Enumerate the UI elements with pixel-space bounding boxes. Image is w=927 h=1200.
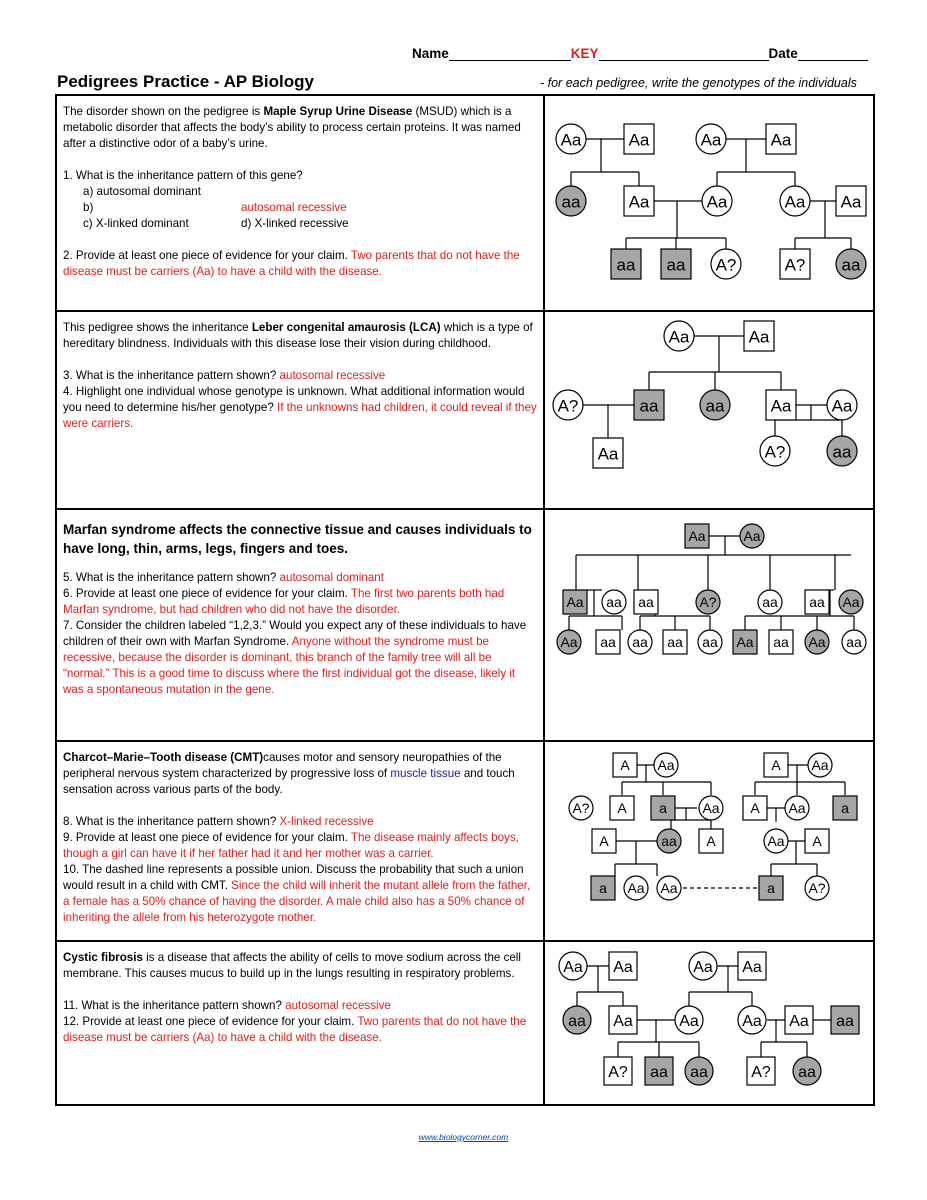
genotype-label: Aa (688, 528, 706, 545)
question-1: 1. What is the inheritance pattern of this gene? (63, 169, 303, 182)
date-label: Date (768, 46, 798, 61)
genotype-label: a (767, 880, 775, 897)
genotype-label: A? (808, 880, 826, 897)
pedigree-chart-1 (545, 96, 873, 310)
cf-disease-name: Cystic fibrosis (63, 951, 143, 964)
genotype-label: Aa (811, 757, 829, 774)
question-9: 9. Provide at least one piece of evidence for your claim. (63, 831, 351, 844)
row-cmt (57, 742, 873, 942)
row-cf (57, 942, 873, 1104)
option-c: c) X-linked dominant (83, 217, 189, 230)
answer-5: autosomal dominant (279, 571, 384, 584)
genotype-label: A (620, 757, 630, 774)
genotype-label: Aa (563, 958, 583, 976)
genotype-label: A (771, 757, 781, 774)
genotype-label: aa (846, 634, 862, 651)
genotype-label: Aa (840, 192, 862, 212)
question-2: 2. Provide at least one piece of evidence for your claim. (63, 249, 351, 262)
genotype-label: aa (841, 255, 861, 275)
genotype-label: aa (638, 594, 654, 611)
genotype-label: A? (557, 396, 579, 416)
worksheet-table (55, 94, 875, 1106)
question-10: 10. The dashed line represents a possible union. Discuss the probability that such a union would result in a child with CMT. (63, 863, 524, 892)
genotype-label: aa (600, 634, 616, 651)
genotype-label: Aa (808, 634, 826, 651)
answer-9: The disease mainly affects boys, though a girl can have it if her father had it and her mother was a carrier. (63, 831, 519, 860)
question-11: 11. What is the inheritance pattern shown? (63, 999, 286, 1012)
row-marfan (57, 510, 873, 742)
genotype-label: a (599, 880, 607, 897)
genotype-label: Aa (770, 130, 792, 150)
msud-intro-rest: (MSUD) which is a metabolic disorder that affects the body’s ability to process certain proteins. It was named after a distinctive odor of a baby’s urine. (63, 105, 521, 150)
genotype-label: aa (705, 396, 725, 416)
genotype-label: aa (639, 396, 659, 416)
question-6: 6. Provide at least one piece of evidence for your claim. (63, 587, 351, 600)
header-line (0, 46, 927, 66)
genotype-label: Aa (693, 958, 713, 976)
lca-disease-name: Leber congenital amaurosis (LCA) (251, 321, 441, 334)
genotype-label: Aa (842, 594, 860, 611)
question-5: 5. What is the inheritance pattern shown? (63, 571, 280, 584)
genotype-label: Aa (742, 958, 762, 976)
msud-pedigree (545, 96, 873, 310)
marfan-intro: Marfan syndrome affects the connective tissue and causes individuals to have long, thin, arms, legs, fingers and toes. (63, 522, 532, 556)
genotype-label: Aa (770, 396, 792, 416)
footer-link[interactable]: www.biologycorner.com (418, 1132, 509, 1142)
genotype-label: aa (632, 634, 648, 651)
name-label: Name (412, 46, 449, 61)
answer-11: autosomal recessive (285, 999, 391, 1012)
answer-2: Two parents that do not have the disease must be carriers (Aa) to have a child with the disease. (63, 249, 520, 278)
date-blank (798, 47, 868, 61)
name-blank (449, 47, 571, 61)
answer-10: Since the child will inherit the mutant allele from the father, a female has a 50% chance of having the disorder. A male child also has a 50% chance of inheriting the allele from his heterozygote mother. (63, 879, 531, 924)
page-title: Pedigrees Practice - AP Biology (57, 72, 314, 91)
question-4: 4. Highlight one individual whose genotype is unknown. What additional information would you need to determine his/her genotype? (63, 385, 525, 414)
genotype-label: a (659, 800, 667, 817)
genotype-label: Aa (613, 1012, 633, 1030)
lca-text (57, 312, 545, 508)
genotype-label: aa (773, 634, 789, 651)
genotype-label: aa (832, 442, 852, 462)
cmt-intro-rest: and touch sensation across various parts of the body. (63, 767, 515, 796)
marfan-text (57, 510, 545, 740)
genotype-label: Aa (743, 528, 761, 545)
cmt-disease-name: Charcot–Marie–Tooth disease (CMT) (63, 751, 264, 764)
msud-disease-name: Maple Syrup Urine Disease (263, 105, 413, 118)
cf-pedigree (545, 942, 873, 1104)
genotype-label: Aa (767, 833, 785, 850)
genotype-label: aa (616, 255, 636, 275)
cmt-text (57, 742, 545, 940)
genotype-label: A (812, 833, 822, 850)
msud-text (57, 96, 545, 310)
muscle-tissue-link[interactable]: muscle tissue (390, 767, 461, 780)
genotype-label: a (841, 800, 849, 817)
genotype-label: Aa (788, 800, 806, 817)
genotype-label: aa (661, 833, 677, 850)
lca-intro: This pedigree shows the inheritance (63, 321, 252, 334)
answer-12: Two parents that do not have the disease must be carriers (Aa) to have a child with the disease. (63, 1015, 527, 1044)
question-3: 3. What is the inheritance pattern shown? (63, 369, 280, 382)
genotype-label: A? (784, 255, 806, 275)
genotype-label: A? (764, 442, 786, 462)
genotype-label: Aa (628, 192, 650, 212)
genotype-label: Aa (702, 800, 720, 817)
genotype-label: Aa (748, 327, 770, 347)
name-blank-2 (599, 47, 769, 61)
page-subtitle: - for each pedigree, write the genotypes of the individuals (540, 76, 857, 90)
genotype-label: aa (666, 255, 686, 275)
cf-intro: is a disease that affects the ability of cells to move sodium across the cell membrane. This causes mucus to build up in the lungs resulting in respiratory problems. (63, 951, 521, 980)
genotype-label: Aa (560, 130, 582, 150)
cf-text (57, 942, 545, 1104)
genotype-label: Aa (628, 130, 650, 150)
genotype-label: Aa (660, 880, 678, 897)
option-d: d) X-linked recessive (241, 217, 349, 230)
genotype-label: Aa (560, 634, 578, 651)
genotype-label: Aa (668, 327, 690, 347)
genotype-label: A? (715, 255, 737, 275)
genotype-label: A (750, 800, 760, 817)
genotype-label: aa (606, 594, 622, 611)
question-8: 8. What is the inheritance pattern shown? (63, 815, 280, 828)
cmt-intro: causes motor and sensory neuropathies of the peripheral nervous system characterized by progressive loss of (63, 751, 502, 780)
genotype-label: A? (608, 1063, 628, 1081)
genotype-label: A (706, 833, 716, 850)
genotype-label: Aa (742, 1012, 762, 1030)
option-b-answer: autosomal recessive (241, 201, 347, 214)
genotype-label: Aa (831, 396, 853, 416)
genotype-label: aa (568, 1012, 586, 1030)
genotype-label: A? (699, 594, 717, 611)
lca-pedigree (545, 312, 873, 508)
genotype-label: A (617, 800, 627, 817)
pedigree-chart-3 (545, 510, 873, 740)
genotype-label: Aa (657, 757, 675, 774)
genotype-label: aa (836, 1012, 854, 1030)
answer-8: X-linked recessive (279, 815, 374, 828)
answer-3: autosomal recessive (279, 369, 386, 382)
genotype-label: Aa (736, 634, 754, 651)
genotype-label: Aa (627, 880, 645, 897)
genotype-label: aa (702, 634, 718, 651)
genotype-label: Aa (566, 594, 584, 611)
question-7: 7. Consider the children labeled “1,2,3.” Would you expect any of these individuals to have children of their own with Marfan Syndrome. (63, 619, 527, 648)
row-lca (57, 312, 873, 510)
row-msud (57, 96, 873, 312)
genotype-label: Aa (784, 192, 806, 212)
genotype-label: aa (667, 634, 683, 651)
genotype-label: Aa (789, 1012, 809, 1030)
option-b-label: b) (83, 201, 94, 214)
pedigree-chart-2 (545, 312, 873, 508)
genotype-label: A? (751, 1063, 771, 1081)
genotype-label: Aa (706, 192, 728, 212)
genotype-label: A (599, 833, 609, 850)
answer-7: Anyone without the syndrome must be recessive, because the disorder is dominant, this branch of the family tree will all be “normal.” This is a good time to discuss where the first individual got the disease, likely it was a spontaneous mutation in the gene. (63, 635, 516, 696)
question-12: 12. Provide at least one piece of evidence for your claim. (63, 1015, 358, 1028)
option-a: a) autosomal dominant (83, 185, 201, 198)
genotype-label: Aa (613, 958, 633, 976)
genotype-label: Aa (679, 1012, 699, 1030)
answer-4: If the unknowns had children, it could reveal if they were carriers. (63, 401, 537, 430)
genotype-label: Aa (700, 130, 722, 150)
key-label: KEY (570, 46, 599, 61)
pedigree-chart-5 (545, 942, 873, 1102)
marfan-pedigree (545, 510, 873, 740)
genotype-label: A? (572, 800, 590, 817)
genotype-label: aa (690, 1063, 708, 1081)
genotype-label: Aa (597, 444, 619, 464)
lca-intro-rest: which is a type of hereditary blindness. Individuals with this disease lose their vision during childhood. (63, 321, 533, 350)
cmt-pedigree (545, 742, 873, 940)
genotype-label: aa (798, 1063, 816, 1081)
genotype-label: aa (561, 192, 581, 212)
genotype-label: aa (650, 1063, 668, 1081)
msud-intro: The disorder shown on the pedigree is (63, 105, 264, 118)
genotype-label: aa (762, 594, 778, 611)
genotype-label: aa (809, 594, 825, 611)
answer-6: The first two parents both had Marfan syndrome, but had children who did not have the disorder. (63, 587, 505, 616)
pedigree-chart-4 (545, 742, 873, 940)
